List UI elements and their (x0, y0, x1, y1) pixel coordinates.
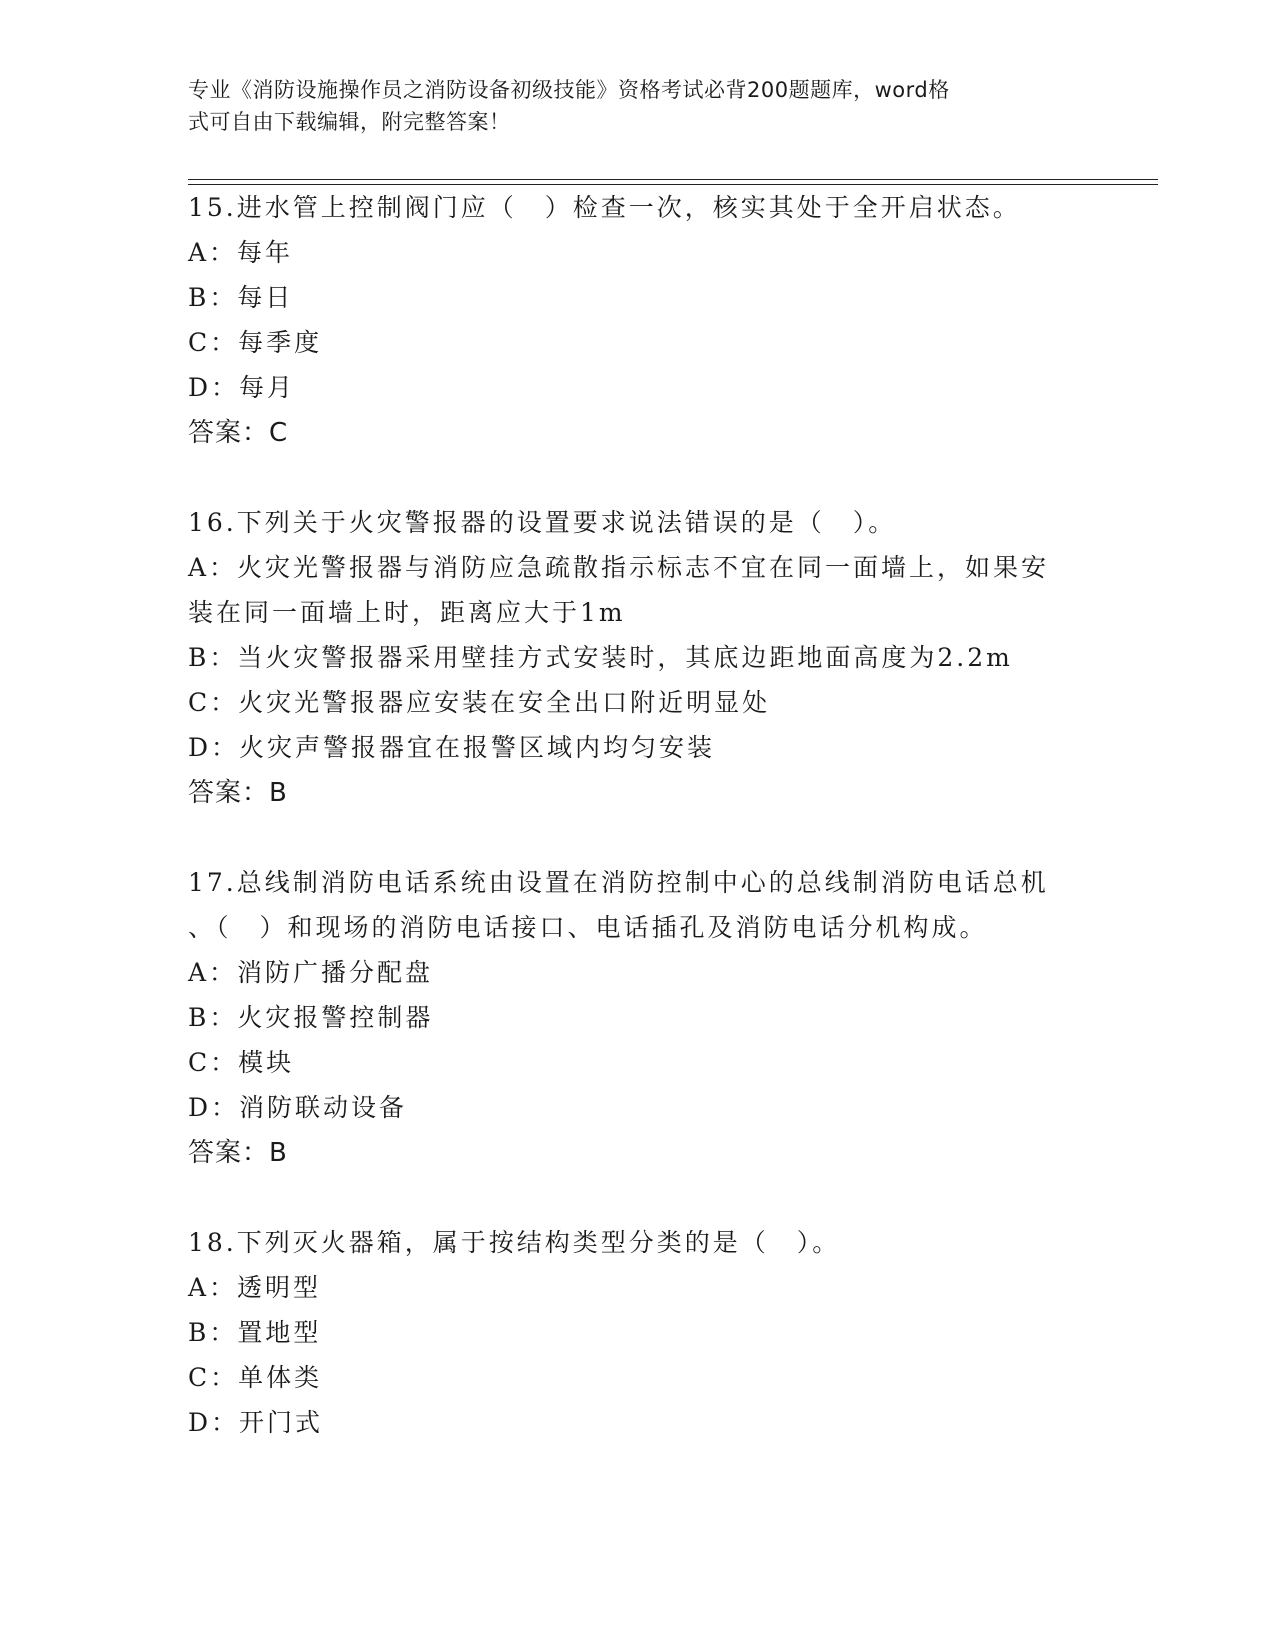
q17-option-d: D：消防联动设备 (188, 1093, 408, 1122)
q18-stem: 18.下列灭火器箱，属于按结构类型分类的是（ ）。 (188, 1228, 841, 1257)
q17-option-b: B：火灾报警控制器 (188, 1003, 434, 1032)
q16-answer: 答案：B (188, 778, 288, 808)
q15-option-d: D：每月 (188, 373, 296, 402)
q16-stem: 16.下列关于火灾警报器的设置要求说法错误的是（ ）。 (188, 508, 897, 537)
q15-option-a: A：每年 (188, 238, 294, 267)
header-divider-bottom (188, 184, 1158, 185)
q17-stem-line1: 17.总线制消防电话系统由设置在消防控制中心的总线制消防电话总机 (188, 868, 1049, 897)
q17-stem-line2: 、（ ）和现场的消防电话接口、电话插孔及消防电话分机构成。 (188, 913, 988, 942)
q15-stem: 15.进水管上控制阀门应（ ）检查一次，核实其处于全开启状态。 (188, 193, 1021, 222)
header-line-1: 专业《消防设施操作员之消防设备初级技能》资格考试必背200题题库，word格 (188, 78, 950, 102)
q18-option-b: B：置地型 (188, 1318, 322, 1347)
header-divider-top (188, 179, 1158, 180)
q16-option-c: C：火灾光警报器应安装在安全出口附近明显处 (188, 688, 771, 717)
q16-option-d: D：火灾声警报器宜在报警区域内均匀安装 (188, 733, 716, 762)
q16-option-a-line1: A：火灾光警报器与消防应急疏散指示标志不宜在同一面墙上，如果安 (188, 553, 1050, 582)
q16-option-b: B：当火灾警报器采用壁挂方式安装时，其底边距地面高度为2.2m (188, 643, 1013, 672)
q15-option-c: C：每季度 (188, 328, 323, 357)
document-header (188, 74, 1068, 138)
q15-option-b: B：每日 (188, 283, 294, 312)
q17-option-c: C：模块 (188, 1048, 295, 1077)
q17-answer: 答案：B (188, 1138, 288, 1168)
q17-option-a: A：消防广播分配盘 (188, 958, 434, 987)
q16-option-a-line2: 装在同一面墙上时，距离应大于1m (188, 598, 626, 627)
header-line-2: 式可自由下载编辑，附完整答案！ (188, 110, 511, 134)
q18-option-c: C：单体类 (188, 1363, 323, 1392)
q18-option-a: A：透明型 (188, 1273, 322, 1302)
q18-option-d: D：开门式 (188, 1408, 324, 1437)
q15-answer: 答案：C (188, 418, 289, 448)
